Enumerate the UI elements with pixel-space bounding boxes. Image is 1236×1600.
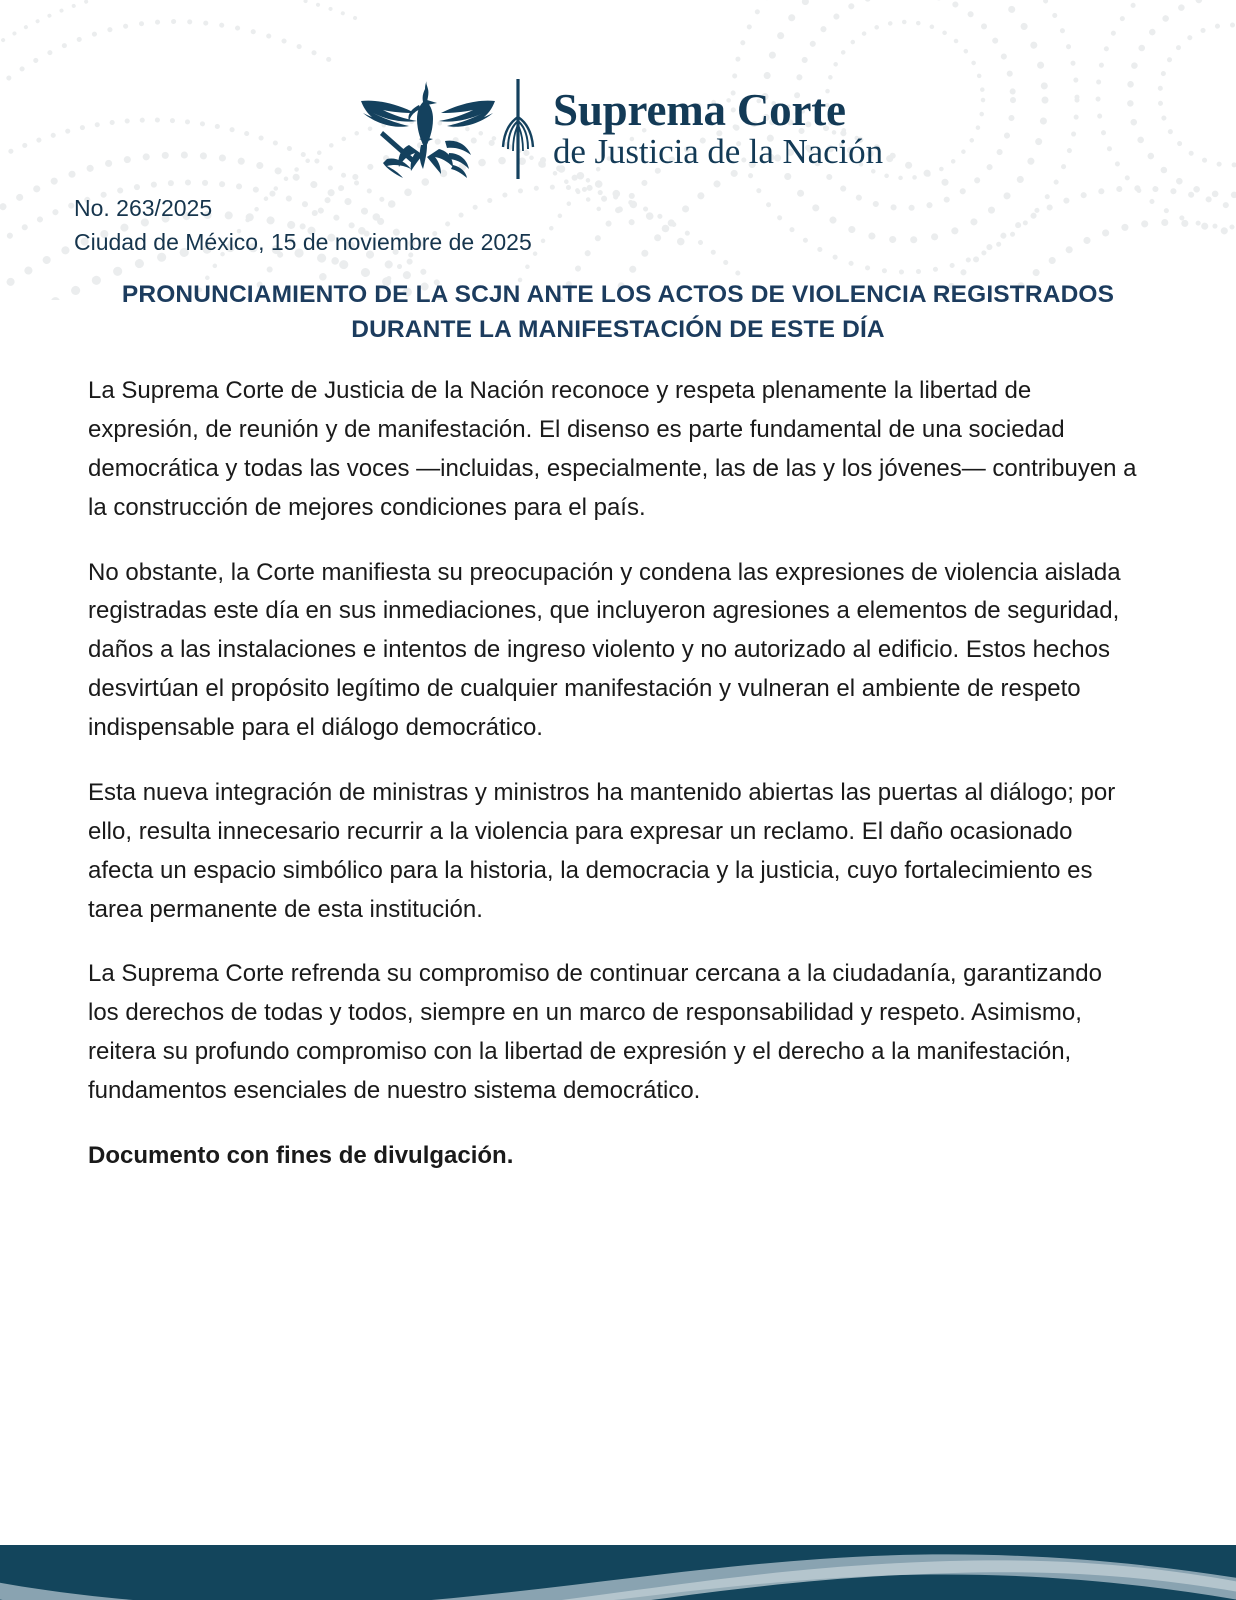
wordmark-line-1: Suprema Corte (553, 85, 846, 136)
paragraph: No obstante, la Corte manifiesta su preocupación y condena las expresiones de violencia aislada registradas este día en sus inmediaciones, que incluyeron agresiones a elementos de seguridad, daños a las instalaciones e intentos de ingreso violento y no autorizado al edificio. Estos hechos desvirtúan el propósito legítimo de cualquier manifestación y vulneran el ambiente de respeto indispensable para el diálogo democrático. (88, 558, 1121, 741)
document-place-date: Ciudad de México, 15 de noviembre de 2025 (74, 228, 532, 255)
paragraph: Esta nueva integración de ministras y ministros ha mantenido abiertas las puertas al diálogo; por ello, resulta innecesario recurrir a la violencia para expresar un reclamo. El daño ocasionado afecta un espacio simbólico para la historia, la democracia y la justicia, cuyo fortalecimiento es tarea permanente de esta institución. (88, 778, 1116, 923)
masthead (0, 74, 1236, 184)
mexican-eagle-emblem-icon (353, 79, 503, 179)
wordmark (553, 87, 883, 170)
document-body (88, 372, 1138, 1176)
closing-note: Documento con fines de divulgación. (88, 1141, 514, 1169)
footer-wave-icon (0, 1545, 1236, 1600)
document-number: No. 263/2025 (74, 195, 213, 221)
document-meta (74, 192, 532, 259)
wordmark-line-2: de Justicia de la Nación (553, 132, 883, 172)
paragraph: La Suprema Corte de Justicia de la Nación reconoce y respeta plenamente la libertad de expresión, de reunión y de manifestación. El disenso es parte fundamental de una sociedad democrática y todas las voces —incluidas, especialmente, las de las y los jóvenes— contribuyen a la construcción de mejores condiciones para el país. (88, 377, 1137, 521)
page-title: PRONUNCIAMIENTO DE LA SCJN ANTE LOS ACTOS DE VIOLENCIA REGISTRADOS DURANTE LA MANIFESTACIÓN DE ESTE DÍA (121, 281, 1115, 343)
footer-band (0, 1545, 1236, 1600)
flag-staff-icon (497, 77, 539, 181)
paragraph: La Suprema Corte refrenda su compromiso de continuar cercana a la ciudadanía, garantizando los derechos de todas y todos, siempre en un marco de responsabilidad y respeto. Asimismo, reitera su profundo compromiso con la libertad de expresión y el derecho a la manifestación, fundamentos esenciales de nuestro sistema democrático. (88, 960, 1102, 1104)
